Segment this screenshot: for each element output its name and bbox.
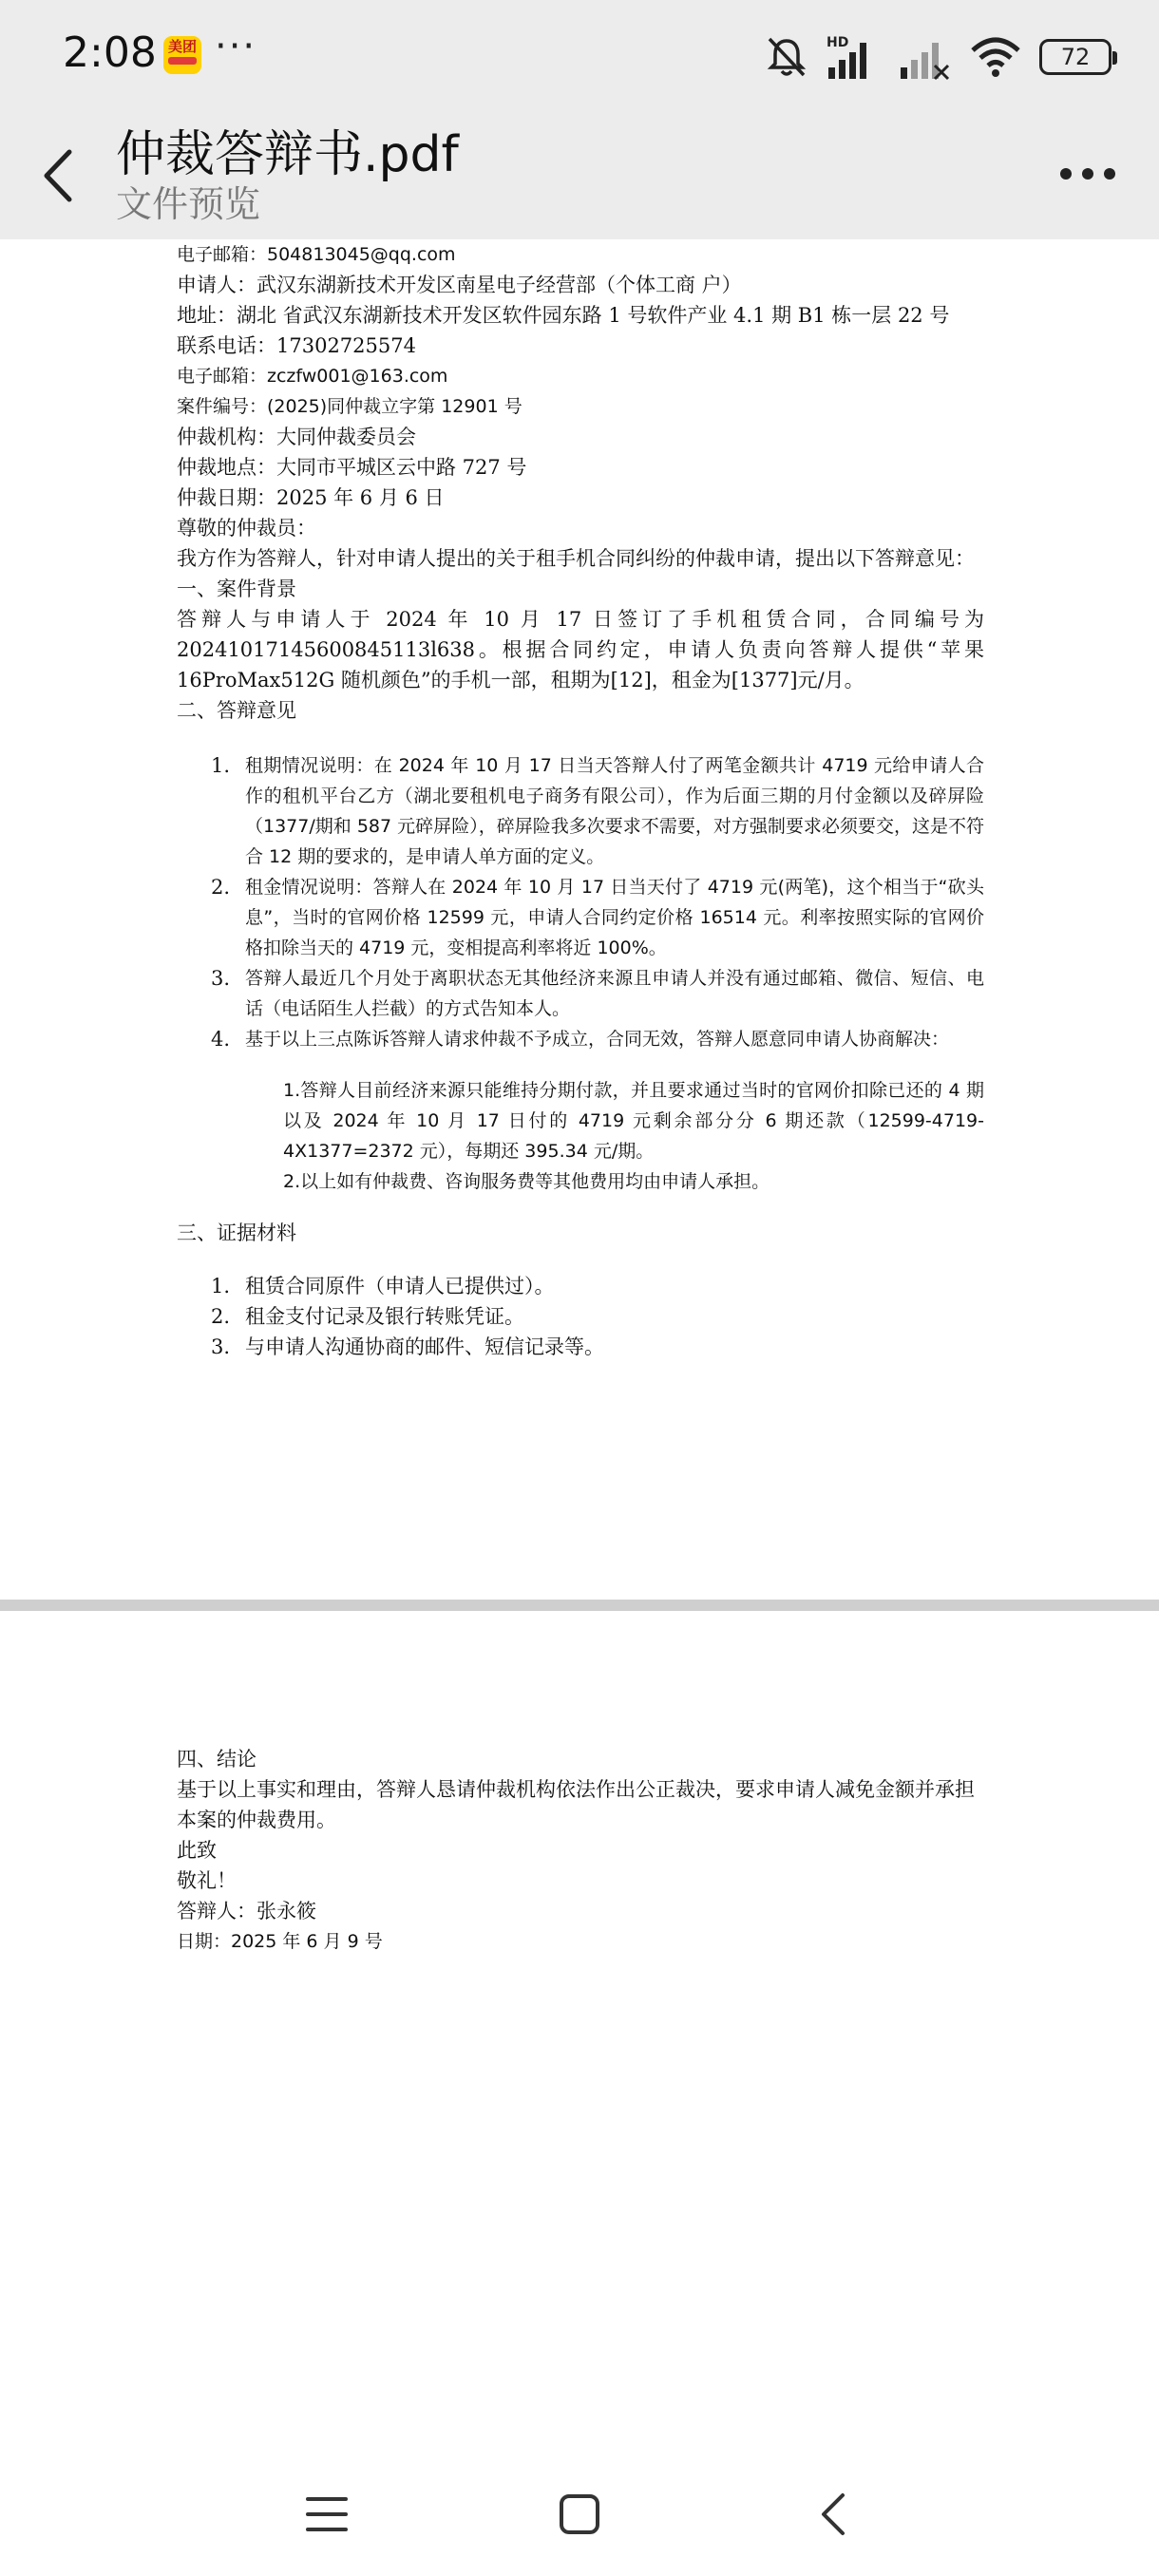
doc-conclusion: 基于以上事实和理由，答辩人恳请仲裁机构依法作出公正裁决，要求申请人减免金额并承担本案的仲裁费用。 <box>177 1778 975 1831</box>
doc-section2-title: 二、答辩意见 <box>177 699 296 722</box>
list-item <box>177 750 984 872</box>
doc-closing-2: 敬礼！ <box>177 1869 237 1892</box>
document-title: 仲裁答辩书.pdf <box>116 126 459 183</box>
app-icon-badge <box>168 57 197 65</box>
list-number: 2. <box>211 876 231 899</box>
list-item <box>177 1332 984 1362</box>
wifi-icon <box>969 35 1022 79</box>
list-number: 1. <box>211 1275 231 1297</box>
list-number: 3. <box>211 1335 231 1358</box>
menu-icon <box>306 2495 348 2533</box>
evidence-list <box>177 1271 984 1362</box>
more-options-button[interactable] <box>1054 150 1121 198</box>
defense-list <box>177 750 984 1054</box>
app-bar <box>0 112 1159 239</box>
doc-case-number: 案件编号：(2025)同仲裁立字第 12901 号 <box>177 396 522 417</box>
list-item <box>177 1301 984 1332</box>
doc-greeting: 尊敬的仲裁员： <box>177 517 316 540</box>
doc-respondent: 答辩人：张永筱 <box>177 1900 316 1923</box>
list-number: 2. <box>211 1305 231 1328</box>
doc-address: 地址：湖北 省武汉东湖新技术开发区软件园东路 1 号软件产业 4.1 期 B1 栋一层 22 号 <box>177 304 950 327</box>
nav-home-button[interactable] <box>551 2489 608 2540</box>
meituan-app-icon <box>163 36 201 74</box>
list-text: 租赁合同原件（申请人已提供过）。 <box>245 1275 555 1297</box>
more-notifications-icon: ··· <box>215 25 257 68</box>
list-item <box>177 872 984 963</box>
list-text: 租期情况说明：在 2024 年 10 月 17 日当天答辩人付了两笔金额共计 4719 元给申请人合作的租机平台乙方（湖北要租机电子商务有限公司），作为后面三期的月付金额以及碎屏险（1377/期和 587 元碎屏险），碎屏险我多次要求不需要，对方强制要求必须要交，这是不符合 12 期的要求的，是申请人单方面的定义。 <box>245 755 984 867</box>
list-text: 基于以上三点陈诉答辩人请求仲裁不予成立，合同无效，答辩人愿意同申请人协商解决： <box>245 1029 950 1050</box>
doc-arbitration-date: 仲裁日期：2025 年 6 月 6 日 <box>177 486 445 509</box>
chevron-left-icon <box>41 148 73 203</box>
list-item <box>177 1024 984 1054</box>
status-bar <box>0 0 1159 112</box>
doc-applicant: 申请人：武汉东湖新技术开发区南星电子经营部（个体工商 户） <box>177 274 742 296</box>
doc-section1-title: 一、案件背景 <box>177 578 296 600</box>
signal-hd-icon <box>825 33 880 81</box>
doc-arbitration-org: 仲裁机构：大同仲裁委员会 <box>177 426 416 448</box>
page-separator <box>0 1600 1159 1611</box>
sub-item-1: 1.答辩人目前经济来源只能维持分期付款，并且要求通过当时的官网价扣除已还的 4 期以及 2024 年 10 月 17 日付的 4719 元剩余部分分 6 期还款（12599-4719-4X1377=2372 元），每期还 395.34 元/期。 <box>283 1080 984 1162</box>
bell-muted-icon <box>766 35 808 79</box>
more-horizontal-icon <box>1058 166 1117 181</box>
status-time: 2:08 <box>63 28 157 77</box>
sub-item-2: 2.以上如有仲裁费、咨询服务费等其他费用均由申请人承担。 <box>283 1171 770 1192</box>
pdf-page-1[interactable] <box>0 239 1159 1600</box>
doc-closing-1: 此致 <box>177 1839 217 1862</box>
hd-label: HD <box>826 35 849 50</box>
list-number: 1. <box>211 754 231 777</box>
list-text: 租金情况说明：答辩人在 2024 年 10 月 17 日当天付了 4719 元(两笔)，这个相当于“砍头息”，当时的官网价格 12599 元，申请人合同约定价格 16514 元。利率按照实际的官网价格扣除当天的 4719 元，变相提高利率将近 100%。 <box>245 877 984 958</box>
list-text: 租金支付记录及银行转账凭证。 <box>245 1305 524 1328</box>
doc-section3-title: 三、证据材料 <box>177 1222 296 1244</box>
navigation-bar <box>0 2447 1159 2576</box>
nav-back-button[interactable] <box>804 2489 861 2540</box>
page2-content <box>177 1744 984 1957</box>
document-subtitle: 文件预览 <box>116 183 261 225</box>
doc-phone: 联系电话：17302725574 <box>177 334 416 357</box>
list-item <box>177 1271 984 1301</box>
list-number: 4. <box>211 1028 231 1051</box>
signal-weak-icon <box>897 33 952 81</box>
home-square-icon <box>559 2493 600 2535</box>
doc-section1-body: 答辩人与申请人于 2024 年 10 月 17 日签订了手机租赁合同，合同编号为 20241017145600845113l638。根据合同约定，申请人负责向答辩人提供“苹果 16ProMax512G 随机颜色”的手机一部，租期为[12]，租金为[1377]元/月。 <box>177 608 984 691</box>
list-text: 与申请人沟通协商的邮件、短信记录等。 <box>245 1335 604 1358</box>
app-icon-label: 美团 <box>167 38 197 55</box>
list-number: 3. <box>211 967 231 990</box>
doc-intro: 我方作为答辩人，针对申请人提出的关于租手机合同纠纷的仲裁申请，提出以下答辩意见： <box>177 547 975 570</box>
pdf-page-2[interactable] <box>0 1611 1159 2447</box>
back-triangle-icon <box>818 2491 846 2537</box>
doc-section4-title: 四、结论 <box>177 1748 256 1771</box>
doc-email: 电子邮箱：zczfw001@163.com <box>177 366 448 387</box>
list-text: 答辩人最近几个月处于离职状态无其他经济来源且申请人并没有通过邮箱、微信、短信、电话（电话陌生人拦截）的方式告知本人。 <box>245 968 984 1019</box>
list-item <box>177 963 984 1024</box>
settlement-sublist <box>177 1075 984 1197</box>
doc-arbitration-place: 仲裁地点：大同市平城区云中路 727 号 <box>177 456 527 479</box>
doc-cut-email: 电子邮箱：504813045@qq.com <box>177 244 456 265</box>
system-icons <box>766 28 1112 85</box>
battery-indicator: 72 <box>1039 39 1112 75</box>
back-button[interactable] <box>28 133 86 218</box>
doc-sign-date: 日期：2025 年 6 月 9 号 <box>177 1931 383 1952</box>
nav-menu-button[interactable] <box>298 2489 355 2540</box>
page1-content <box>177 239 984 1362</box>
